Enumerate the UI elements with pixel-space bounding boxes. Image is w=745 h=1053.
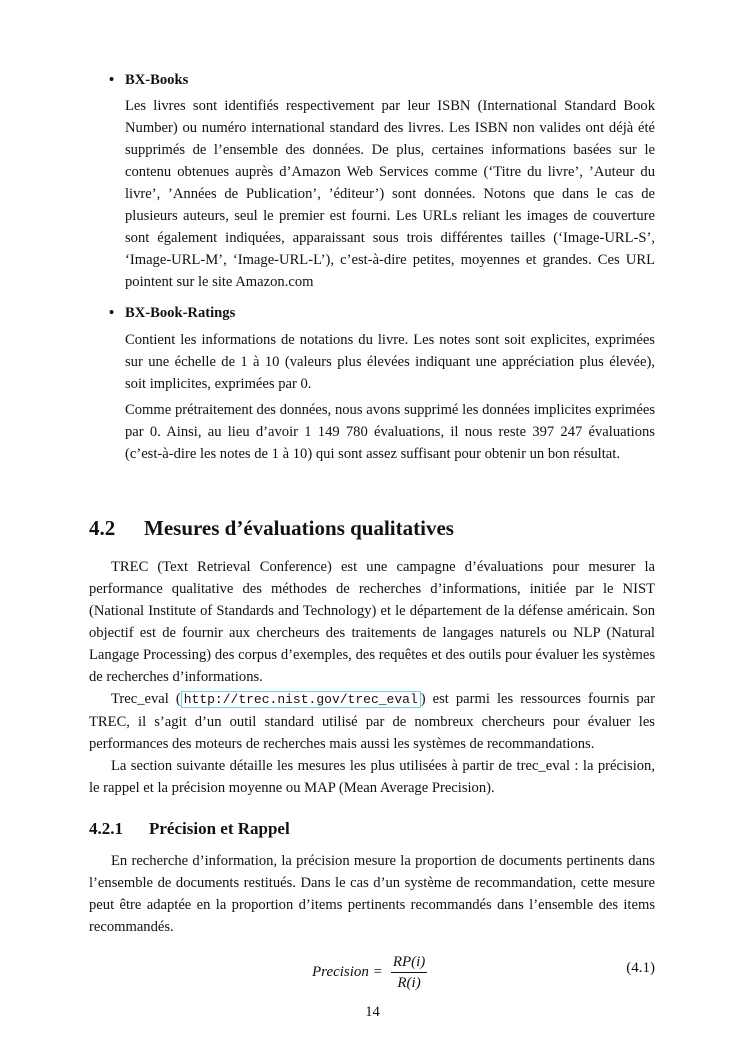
bullet-bx-book-ratings-body-2	[125, 399, 655, 465]
bullet-dot: •	[109, 72, 115, 88]
section-title: Mesures d’évaluations qualitatives	[144, 516, 454, 540]
fraction	[391, 952, 427, 993]
equation-lhs: Precision =	[312, 963, 383, 980]
bullet-bx-books-body	[125, 95, 655, 293]
trec-eval-link[interactable]: http://trec.nist.gov/trec_eval	[181, 691, 421, 708]
subsection-title: Précision et Rappel	[149, 819, 290, 838]
denominator: R(i)	[397, 974, 421, 991]
equation-label: (4.1)	[626, 960, 655, 976]
section-heading	[89, 514, 454, 542]
paragraph: La section suivante détaille les mesures les plus utilisées à partir de trec_eval : la précision, le rappel et la précision moyenne ou MAP (Mean Average Precision).	[89, 758, 655, 796]
subsection-number: 4.2.1	[89, 819, 123, 838]
paragraph-trec-eval	[89, 688, 655, 755]
paragraph: Comme prétraitement des données, nous avons supprimé les données implicites exprimées par 0. Ainsi, au lieu d’avoir 1 149 780 évaluations, il nous reste 397 247 évaluations (c’est-à-dire les notes de 1 à 10) qui sont assez suffisant pour obtenir un bon résultat.	[125, 402, 655, 462]
section-number: 4.2	[89, 516, 116, 540]
subsection-heading	[89, 817, 290, 841]
text: ) est parmi les ressources fournis par TREC, il s’agit d’un outil standard utilisé par de nombreux chercheurs pour évaluer les performances des moteurs de recherches mais aussi les systèmes de recommandations.	[89, 691, 656, 752]
paragraph: Contient les informations de notations du livre. Les notes sont soit explicites, exprimées sur une échelle de 1 à 10 (valeurs plus élevées indiquant une appréciation plus élevée), soit implicites, exprimées par 0.	[125, 332, 655, 392]
bullet-title: BX-Book-Ratings	[125, 305, 236, 321]
page-number: 14	[365, 1004, 380, 1020]
paragraph: En recherche d’information, la précision mesure la proportion de documents pertinents dans l’ensemble de documents restitués. Dans le cas d’un système de recommandation, cette mesure peut être adaptée en la proportion d’items pertinents recommandés dans l’ensemble des items recommandés.	[89, 853, 655, 935]
numerator: RP(i)	[391, 952, 427, 973]
section-body	[89, 556, 655, 799]
bullet-bx-books	[109, 70, 188, 90]
equation-body	[312, 950, 427, 994]
bullet-bx-book-ratings-body	[125, 329, 655, 395]
equation-4-1	[89, 950, 655, 994]
bullet-title: BX-Books	[125, 72, 189, 88]
bullet-dot: •	[109, 305, 115, 321]
paragraph: TREC (Text Retrieval Conference) est une campagne d’évaluations pour mesurer la performance qualitative des méthodes de recherches d’informations, initiée par le NIST (National Institute of Standards and Technology) et le département de la défense américain. Son objectif est de fournir aux chercheurs des traitements de langages naturels ou NLP (Natural Langage Processing) des corpus d’exemples, des requêtes et des outils pour évaluer les systèmes de recherches d’informations.	[89, 559, 655, 685]
text: Trec_eval (	[111, 691, 181, 707]
paragraph: Les livres sont identifiés respectivement par leur ISBN (International Standard Book Number) ou numéro international standard des livres. Les ISBN non valides ont déjà été supprimés de l’ensemble des données. De plus, certaines informations basées sur le contenu obtenues auprès d’Amazon Web Services comme (‘Titre du livre’, ’Auteur du livre’, ’Années de Publication’, ’éditeur’) sont données. Notons que dans le cas de plusieurs auteurs, seul le premier est fourni. Les URLs reliant les images de couverture sont également indiquées, apparaissant sous trois différentes tailles (‘Image-URL-S’, ‘Image-URL-M’, ‘Image-URL-L’), c’est-à-dire petites, moyennes et grandes. Ces URL pointent sur le site Amazon.com	[125, 98, 655, 290]
subsection-body	[89, 850, 655, 938]
bullet-bx-book-ratings	[109, 303, 235, 323]
